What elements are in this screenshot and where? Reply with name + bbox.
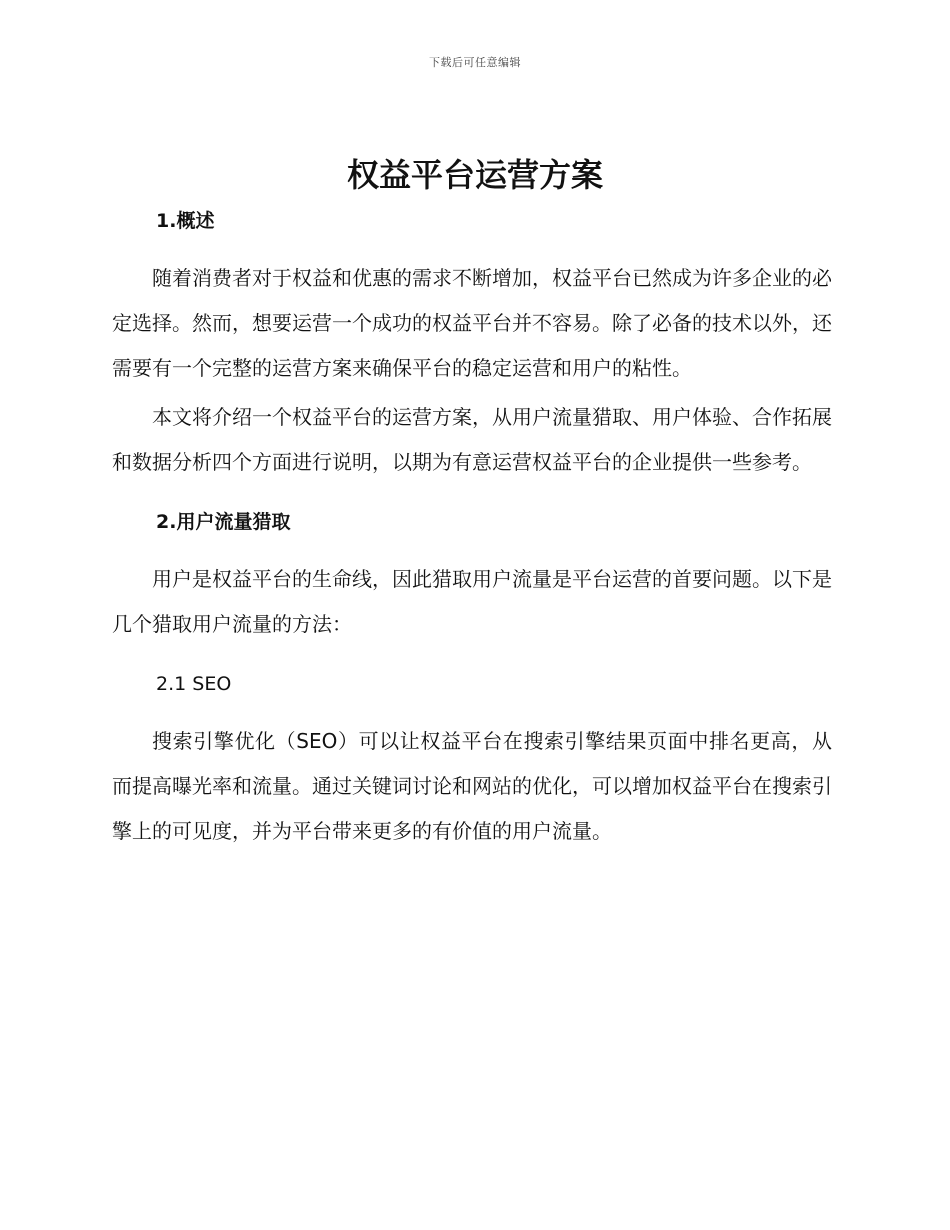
document-title: 权益平台运营方案 <box>346 156 603 194</box>
paragraph: 本文将介绍一个权益平台的运营方案，从用户流量猎取、用户体验、合作拓展和数据分析四个方面进行说明，以期为有意运营权益平台的企业提供一些参考。 <box>112 405 832 474</box>
section-heading-overview: 1.概述 <box>156 210 215 232</box>
section-heading-user-traffic: 2.用户流量猎取 <box>156 511 291 533</box>
section-heading-seo: 2.1 SEO <box>156 673 232 695</box>
document-body <box>112 206 832 858</box>
paragraph: 用户是权益平台的生命线，因此猎取用户流量是平台运营的首要问题。以下是几个猎取用户流量的方法： <box>112 567 832 636</box>
header-note: 下载后可任意编辑 <box>429 56 521 69</box>
paragraph: 随着消费者对于权益和优惠的需求不断增加，权益平台已然成为许多企业的必定选择。然而，想要运营一个成功的权益平台并不容易。除了必备的技术以外，还需要有一个完整的运营方案来确保平台的稳定运营和用户的粘性。 <box>112 266 832 380</box>
paragraph: 搜索引擎优化（SEO）可以让权益平台在搜索引擎结果页面中排名更高，从而提高曝光率和流量。通过关键词讨论和网站的优化，可以增加权益平台在搜索引擎上的可见度，并为平台带来更多的有价值的用户流量。 <box>112 729 832 843</box>
